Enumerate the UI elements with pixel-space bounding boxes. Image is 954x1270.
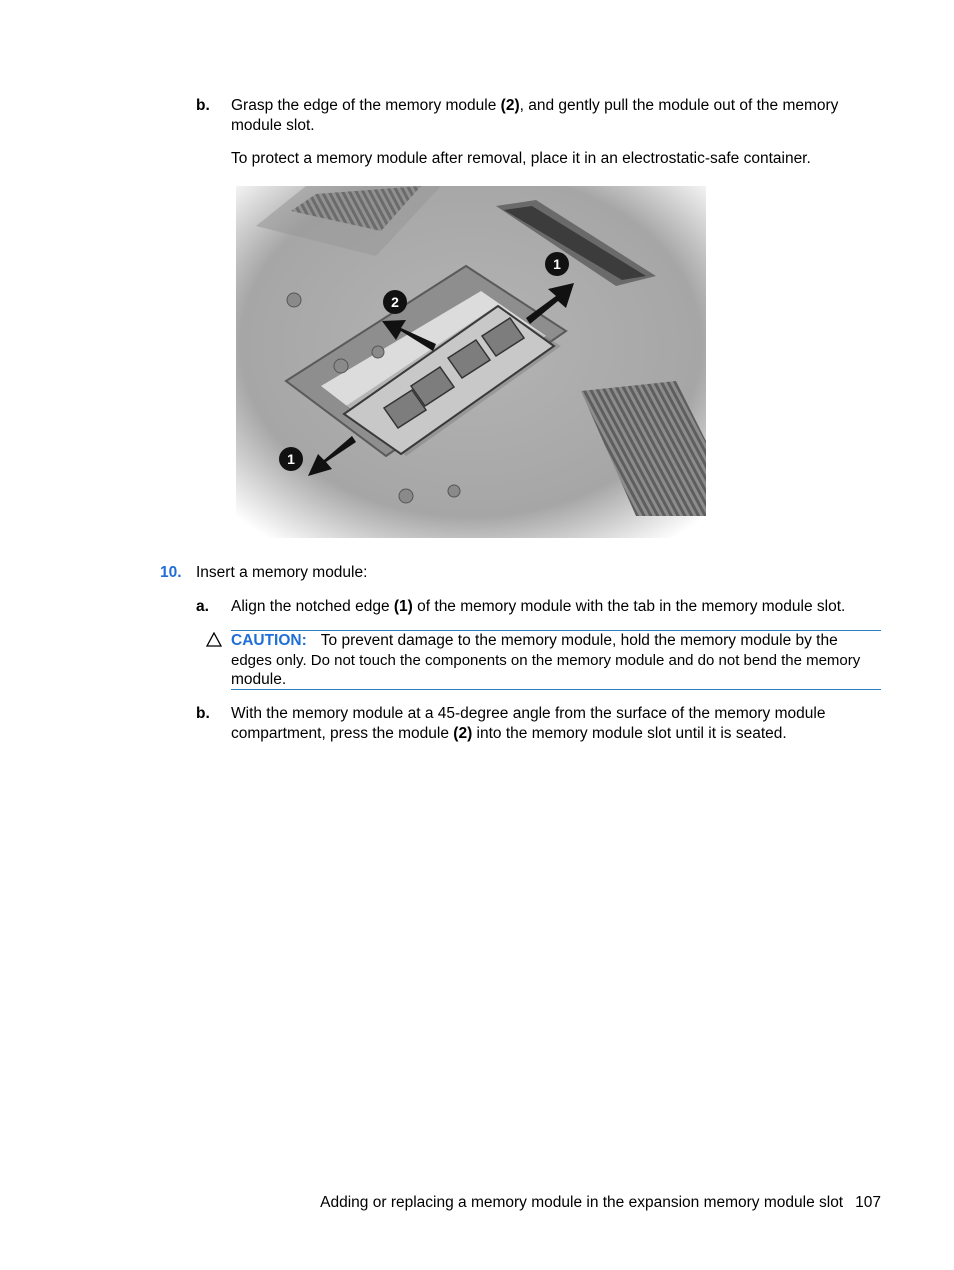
screw	[399, 489, 413, 503]
page-footer	[320, 1193, 881, 1213]
step-b-insert-ref: (2)	[453, 724, 473, 742]
callout-1-top	[545, 252, 569, 276]
step-10-text: Insert a memory module:	[196, 564, 368, 581]
callout-number: 1	[553, 256, 561, 272]
callout-number: 1	[287, 451, 295, 467]
step-b-text-part: , and gently pull the module out of the memory	[519, 97, 839, 114]
step-b-insert-text	[231, 704, 911, 743]
step-a-text-part: Align the notched edge	[231, 598, 394, 615]
step-b-text-part: Grasp the edge of the memory module	[231, 97, 501, 114]
screw	[287, 293, 301, 307]
screw	[334, 359, 348, 373]
caution-line-1-text: To prevent damage to the memory module, hold the memory module by the	[320, 632, 838, 649]
caution-triangle-icon	[206, 632, 222, 647]
caution-bottom-rule	[231, 689, 881, 690]
caution-label: CAUTION:	[231, 632, 307, 649]
step-b-note: To protect a memory module after removal, place it in an electrostatic-safe container.	[231, 150, 811, 167]
footer-title: Adding or replacing a memory module in the expansion memory module slot	[320, 1194, 844, 1211]
step-b-insert-line-1: With the memory module at a 45-degree angle from the surface of the memory module	[231, 705, 826, 722]
caution-line-3: module.	[231, 671, 287, 688]
page-number: 107	[855, 1194, 881, 1211]
step-a-text	[231, 597, 911, 617]
callout-2	[383, 290, 407, 314]
step-b-marker: b.	[196, 97, 210, 114]
step-b-text	[231, 96, 891, 135]
step-b-insert-text-part: compartment, press the module	[231, 724, 454, 742]
step-b-line-2: module slot.	[231, 116, 315, 134]
caution-line-1	[231, 631, 883, 651]
callout-number: 2	[391, 294, 399, 310]
step-b-insert-marker: b.	[196, 705, 210, 722]
memory-module-removal-illustration	[236, 186, 706, 538]
step-b-line-1	[231, 96, 891, 116]
caution-text	[231, 631, 883, 690]
step-a-text-part: of the memory module with the tab in the memory module slot.	[412, 598, 846, 615]
step-b-insert-line-2	[231, 724, 911, 744]
callout-1-bottom	[279, 447, 303, 471]
step-10-number: 10.	[160, 564, 182, 581]
screw	[372, 346, 384, 358]
step-b-ref: (2)	[500, 97, 520, 114]
caution-line-2: edges only. Do not touch the components on the memory module and do not bend the memory	[231, 651, 861, 669]
screw	[448, 485, 460, 497]
step-a-ref: (1)	[393, 598, 413, 615]
step-b-insert-text-part: into the memory module slot until it is seated.	[472, 724, 787, 742]
step-a-marker: a.	[196, 598, 209, 615]
